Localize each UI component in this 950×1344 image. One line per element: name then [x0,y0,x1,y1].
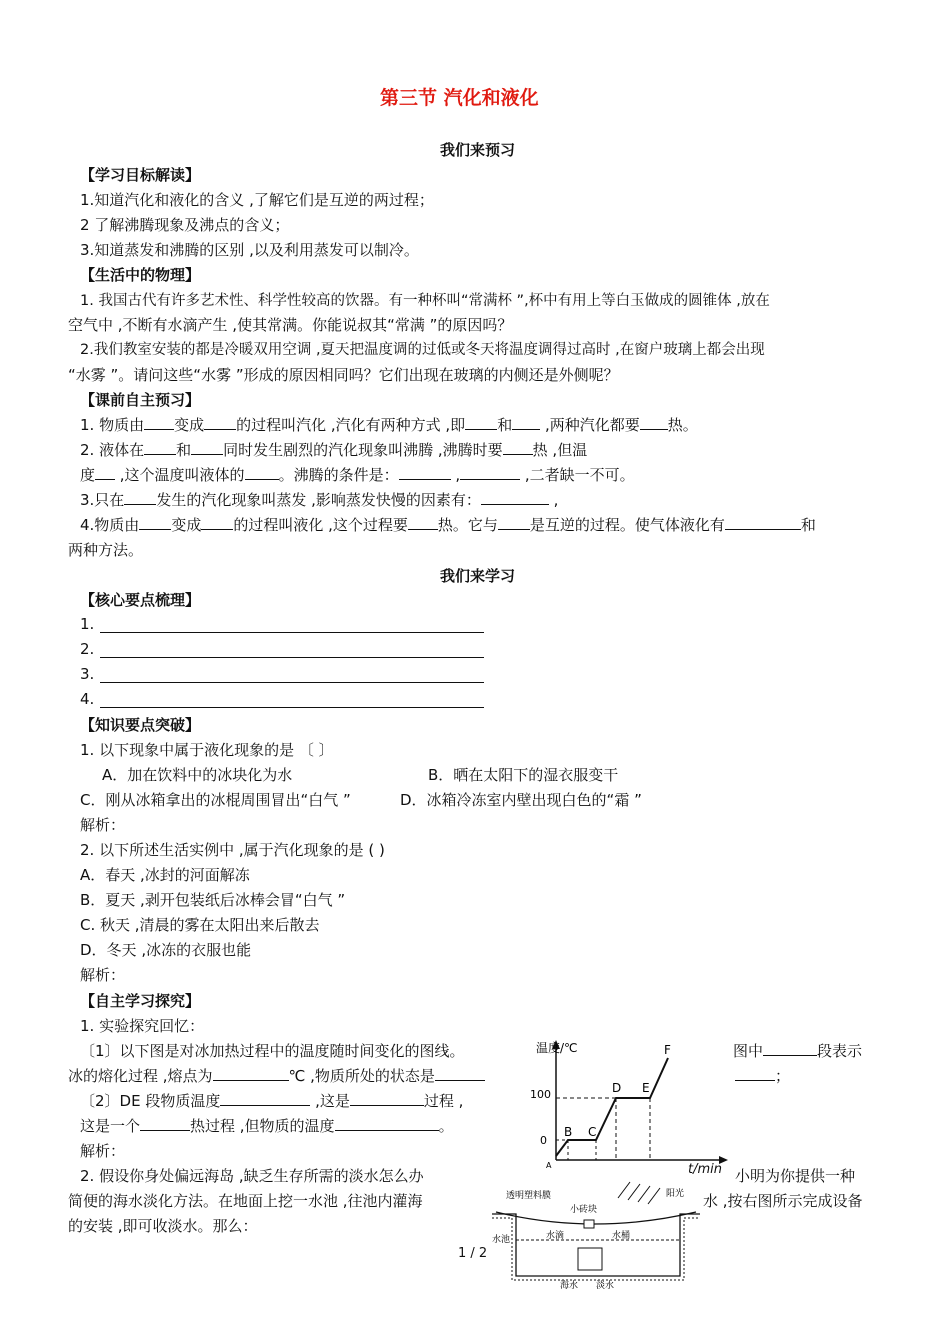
pre-question-3: 3.只在 发生的汽化现象叫蒸发 ,影响蒸发快慢的因素有： , [80,491,559,509]
point-label: D [612,1081,622,1095]
answer-line [100,632,484,633]
option-a: A．春天 ,冰封的河面解冻 [80,866,250,884]
question-2: 2. 以下所述生活实例中 ,属于汽化现象的是 ( ) [80,841,385,859]
y-tick-0: 0 [540,1134,547,1147]
goals-heading: 【学习目标解读】 [80,166,201,184]
page-number: 1 / 2 [458,1246,488,1261]
pre-question-1: 1. 物质由 变成 的过程叫汽化 ,汽化有两种方式 ,即 和 ,两种汽化都要 热。 [80,416,698,434]
life-paragraph: 2.我们教室安装的都是冷暖双用空调 ,夏天把温度调的过低或冬天将温度调得过高时 ,在窗户玻璃上都会出现 [80,342,765,358]
figure-label: 海水 [560,1281,579,1290]
explore-text: 2. 假设你身处偏远海岛 ,缺乏生存所需的淡水怎么办 [80,1167,424,1185]
answer-line [100,682,484,683]
explore-text: ； [735,1066,790,1086]
goal-item: 2 了解沸腾现象及沸点的含义； [80,216,290,234]
origin-label: A [546,1161,552,1170]
option-b: B．夏天 ,剥开包装纸后冰棒会冒“白气 ” [80,891,346,909]
answer-line [100,657,484,658]
option-c: C. 秋天 ,清晨的雾在太阳出来后散去 [80,916,320,934]
goal-item: 1.知道汽化和液化的含义 ,了解它们是互逆的两过程； [80,191,434,209]
point-label: E [642,1081,650,1095]
figure-label: 阳光 [666,1189,685,1199]
core-item-number: 3. [80,665,95,683]
pre-heading: 【课前自主预习】 [80,391,201,409]
learn-heading: 我们来学习 [440,567,516,585]
life-paragraph: 1. 我国古代有许多艺术性、科学性较高的饮器。有一种杯叫“常满杯 ”,杯中有用上等白玉做成的圆锥体 ,放在 [80,293,770,309]
explore-text: 〔1〕以下图是对冰加热过程中的温度随时间变化的图线。 [80,1042,465,1060]
life-heading: 【生活中的物理】 [80,266,201,284]
y-axis-label: 温度/℃ [536,1041,578,1055]
figure-label: 透明塑料膜 [506,1191,552,1201]
analysis-label: 解析： [80,966,126,984]
explore-text: 简便的海水淡化方法。在地面上挖一水池 ,往池内灌海 [68,1192,423,1210]
point-label: B [564,1125,573,1139]
temperature-curve [556,1058,668,1156]
option-b: B．晒在太阳下的湿衣服变干 [428,766,619,784]
figure-label: 水池 [492,1235,511,1245]
core-item-number: 4. [80,690,95,708]
option-c: C．刚从冰箱拿出的冰棍周围冒出“白气 ” [80,791,351,809]
answer-line [100,707,484,708]
page-title: 第三节 汽化和液化 [380,87,539,109]
explore-text: 水 ,按右图所示完成设备 [703,1192,863,1210]
analysis-label: 解析： [80,1142,126,1160]
explore-text: 冰的熔化过程 ,熔点为 ℃ ,物质所处的状态是 [68,1066,485,1086]
pre-question-4-cont: 两种方法。 [68,541,144,559]
temperature-graph [528,1034,728,1174]
point-label: C [588,1125,597,1139]
option-d: D．冰箱冷冻室内壁出现白色的“霜 ” [400,791,642,809]
desalination-figure [490,1178,702,1290]
x-axis-unit: t/min [688,1162,722,1177]
pre-question-2-cont: 度 ,这个温度叫液体的 。沸腾的条件是： , ,二者缺一不可。 [80,466,635,484]
explore-text: 这是一个 热过程 ,但物质的温度 。 [80,1117,454,1135]
question-1: 1. 以下现象中属于液化现象的是 〔 〕 [80,741,334,759]
option-a: A．加在饮料中的冰块化为水 [102,766,293,784]
analysis-label: 解析： [80,816,126,834]
figure-label: 水滴 [546,1231,565,1241]
figure-label: 淡水 [596,1281,615,1290]
pre-question-4: 4.物质由 变成 的过程叫液化 ,这个过程要 热。它与 是互逆的过程。使气体液化有 和 [80,516,816,534]
preview-heading: 我们来预习 [440,141,516,159]
life-paragraph: 空气中 ,不断有水滴产生 ,使其常满。你能说叔其“常满 ”的原因吗？ [68,316,513,334]
knowledge-heading: 【知识要点突破】 [80,716,201,734]
option-d: D．冬天 ,冰冻的衣服也能 [80,941,252,959]
explore-text: 图中 段表示 [733,1042,863,1060]
explore-text: 的安装 ,即可收淡水。那么： [68,1217,258,1235]
figure-label: 小砖块 [570,1205,598,1215]
goal-item: 3.知道蒸发和沸腾的区别 ,以及利用蒸发可以制冷。 [80,241,419,259]
explore-text: 小明为你提供一种 [735,1167,856,1185]
life-paragraph: “水雾 ”。请问这些“水雾 ”形成的原因相同吗？它们出现在玻璃的内侧还是外侧呢？ [68,366,619,384]
point-label: F [664,1043,671,1057]
core-item-number: 1. [80,615,95,633]
explore-heading: 【自主学习探究】 [80,992,201,1010]
explore-item: 1. 实验探究回忆： [80,1017,205,1035]
explore-text: 〔2〕DE 段物质温度 ,这是 过程 , [80,1092,464,1110]
core-item-number: 2. [80,640,95,658]
y-tick-100: 100 [530,1088,551,1101]
pre-question-2: 2. 液体在 和 同时发生剧烈的汽化现象叫沸腾 ,沸腾时要 热 ,但温 [80,441,588,459]
core-heading: 【核心要点梳理】 [80,591,201,609]
figure-label: 水桶 [612,1231,631,1241]
